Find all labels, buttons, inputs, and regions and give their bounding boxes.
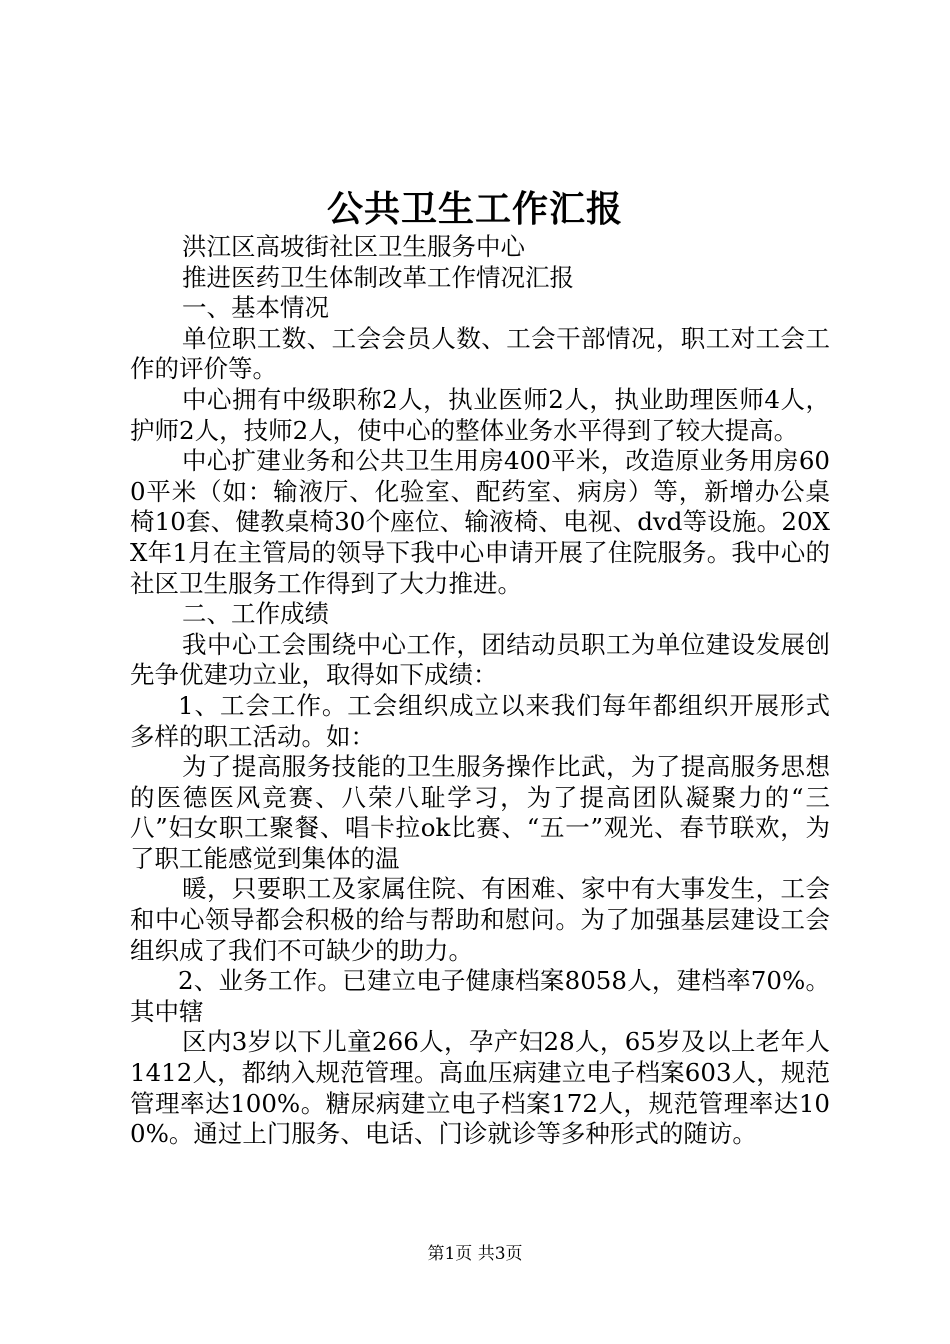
paragraph: 中心拥有中级职称2人，执业医师2人，执业助理医师4人，护师2人，技师2人，使中心的整体业务水平得到了较大提高。 [130,384,830,445]
paragraph-organization: 洪江区高坡街社区卫生服务中心 [182,232,525,261]
paragraph: 为了提高服务技能的卫生服务操作比武，为了提高服务思想的医德医风竞赛、八荣八耻学习，为了提高团队凝聚力的“三八”妇女职工聚餐、唱卡拉ok比赛、“五一”观光、春节联欢，为了职工能感觉到集体的温 [130,752,830,873]
section-heading-basic: 一、基本情况 [182,293,329,323]
paragraph: 暖，只要职工及家属住院、有困难、家中有大事发生，工会和中心领导都会积极的给与帮助和慰问。为了加强基层建设工会组织成了我们不可缺少的助力。 [130,874,830,965]
document-body [130,232,830,1150]
section-heading-achievements: 二、工作成绩 [182,599,329,629]
paragraph: 单位职工数、工会会员人数、工会干部情况，职工对工会工作的评价等。 [130,323,830,384]
paragraph-numbered: 2、业务工作。已建立电子健康档案8058人，建档率70%。其中辖 [130,966,830,1026]
paragraph: 我中心工会围绕中心工作，团结动员职工为单位建设发展创先争优建功立业，取得如下成绩： [130,629,830,690]
paragraph-report-subtitle: 推进医药卫生体制改革工作情况汇报 [182,262,574,292]
paragraph: 中心扩建业务和公共卫生用房400平米，改造原业务用房600平米（如：输液厅、化验室、配药室、病房）等，新增办公桌椅10套、健教桌椅30个座位、输液椅、电视、dvd等设施。20XX年1月在主管局的领导下我中心申请开展了住院服务。我中心的社区卫生服务工作得到了大力推进。 [130,446,830,598]
page-title: 公共卫生工作汇报 [326,188,623,230]
page-footer: 第1页 共3页 [427,1244,523,1264]
paragraph-numbered: 1、工会工作。工会组织成立以来我们每年都组织开展形式多样的职工活动。如： [130,690,830,751]
paragraph: 区内3岁以下儿童266人，孕产妇28人，65岁及以上老年人1412人，都纳入规范管理。高血压病建立电子档案603人，规范管理率达100%。糖尿病建立电子档案172人，规范管理率达100%。通过上门服务、电话、门诊就诊等多种形式的随访。 [130,1027,830,1149]
